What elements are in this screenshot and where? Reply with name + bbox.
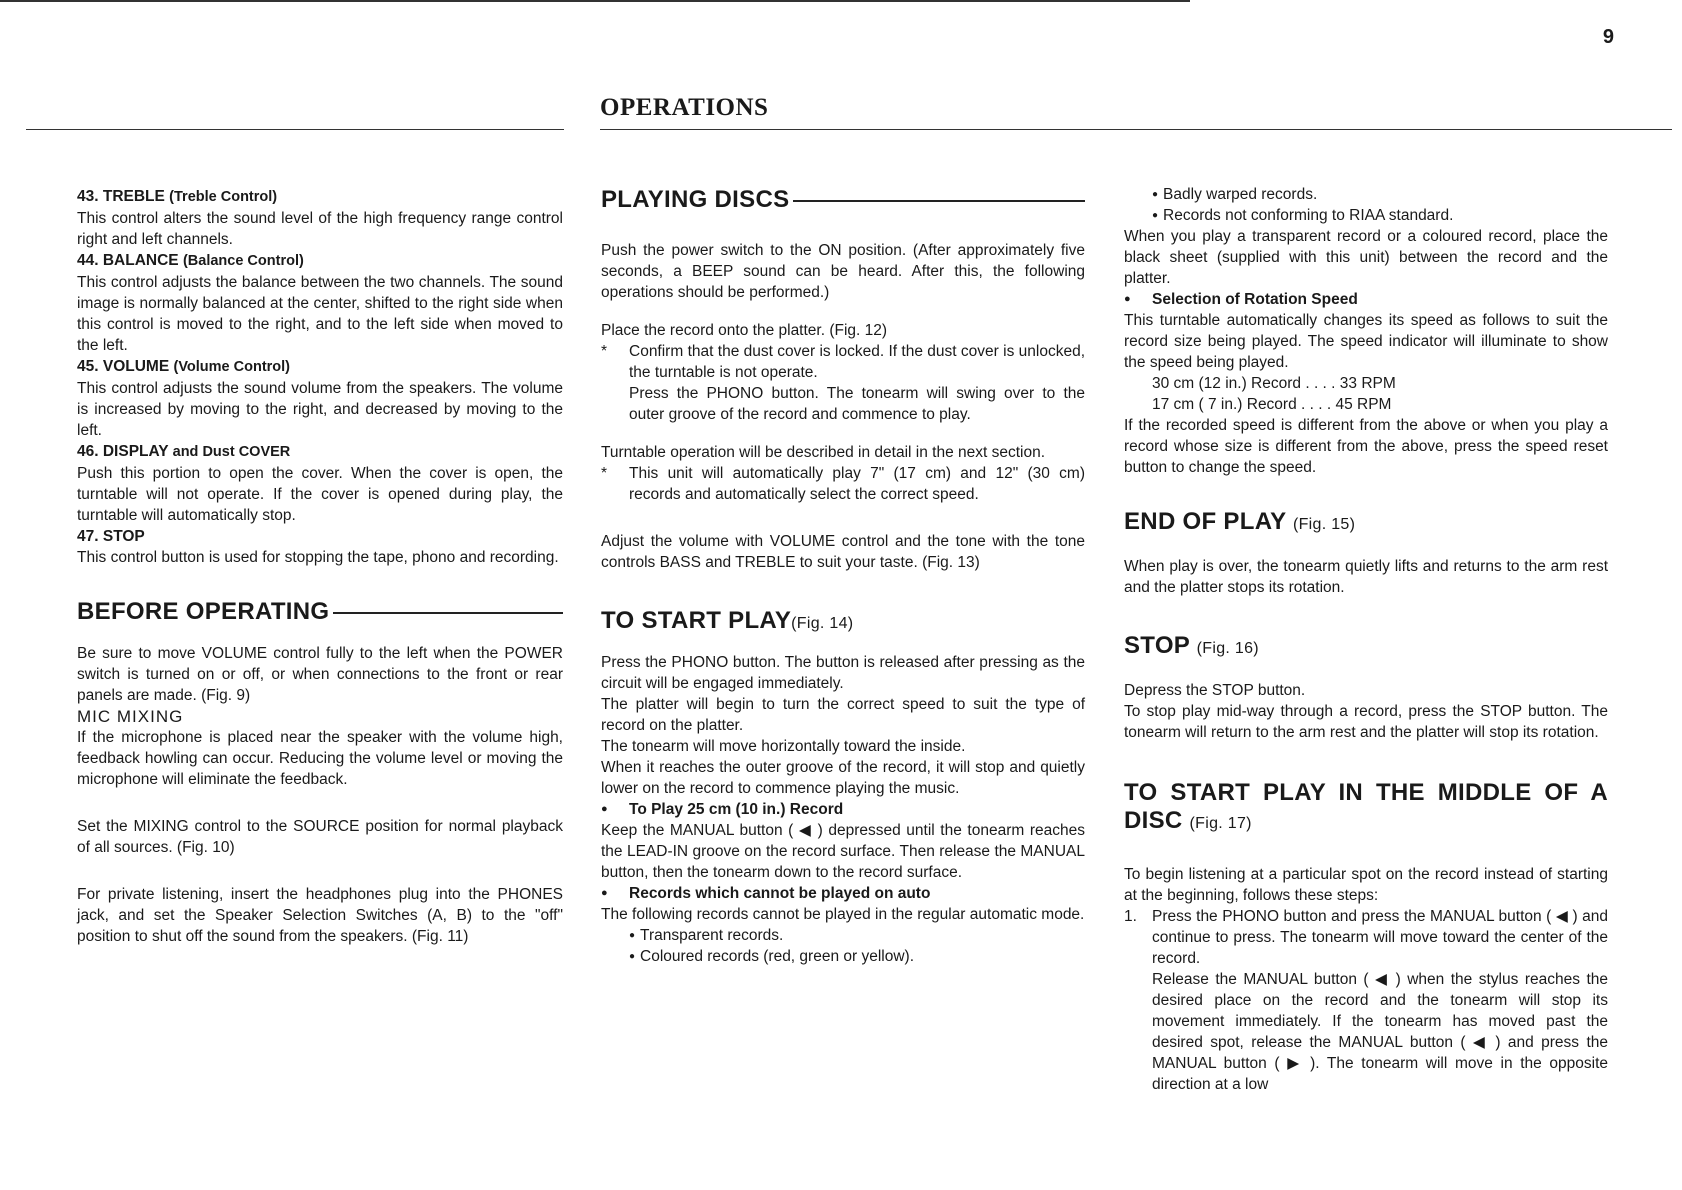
before-operating-text: Be sure to move VOLUME control fully to the left when the POWER switch is turned on or off, or when connections to the front or rear panels are made. (Fig. 9) <box>77 645 563 704</box>
item-47-text: This control button is used for stopping the tape, phono and recording. <box>77 549 559 566</box>
playing-discs-intro: Push the power switch to the ON position. (After approximately five seconds, a BEEP sound can be heard. After this, the following operations should be performed.) <box>601 242 1085 301</box>
turntable-operation-text: Turntable operation will be described in detail in the next section. <box>601 444 1046 461</box>
item-46-text: Push this portion to open the cover. When the cover is open, the turntable will not operate. If the cover is opened during play, the turntable will automatically stop. <box>77 465 563 524</box>
end-of-play-text: When play is over, the tonearm quietly lifts and returns to the arm rest and the platter stops its rotation. <box>1124 558 1608 596</box>
speed-reset-text: If the recorded speed is different from the above or when you play a record whose size is different from the above, press the speed reset button to change the speed. <box>1124 417 1608 476</box>
list-item: ● Records not conforming to RIAA standard. <box>1124 205 1608 226</box>
to-start-play-heading: TO START PLAY(Fig. 14) <box>601 607 854 634</box>
platter-text: The platter will begin to turn the correct speed to suit the type of record on the platter. <box>601 696 1085 734</box>
list-item: ● Badly warped records. <box>1124 184 1608 205</box>
item-44-heading: 44. BALANCE (Balance Control) <box>77 252 304 269</box>
item-43-heading: 43. TREBLE (Treble Control) <box>77 188 278 205</box>
header-rule-left <box>26 129 564 130</box>
top-edge-line <box>0 0 1190 2</box>
header-rule-right <box>600 129 1672 130</box>
adjust-volume-text: Adjust the volume with VOLUME control and the tone with the tone controls BASS and TREBLE to suit your taste. (Fig. 13) <box>601 533 1085 571</box>
start-middle-heading: TO START PLAY IN THE MIDDLE OF A DISC (Fig. 17) <box>1124 779 1608 834</box>
tonearm-text: The tonearm will move horizontally toward the inside. <box>601 738 966 755</box>
rotation-speed-heading: ● Selection of Rotation Speed <box>1124 289 1608 310</box>
start-middle-intro: To begin listening at a particular spot on the record instead of starting at the beginning, follows these steps: <box>1124 866 1608 904</box>
place-record-text: Place the record onto the platter. (Fig. 12) <box>601 322 888 339</box>
column-left <box>77 186 563 947</box>
step-1: 1. Press the PHONO button and press the MANUAL button ( ◀ ) and continue to press. The tonearm will move toward the center of the record. Release the MANUAL button ( ◀ ) when the stylus reaches the desired place on the record and the tonearm will stop its movement immediately. If the tonearm has moved past the desired spot, release the MANUAL button ( ◀ ) and press the MANUAL button ( ▶ ). The tonearm will move in the opposite direction at a low <box>1124 908 1608 1093</box>
outer-groove-text: When it reaches the outer groove of the record, it will stop and quietly lower on the record to commence playing the music. <box>601 759 1085 797</box>
stop-text-2: To stop play mid-way through a record, press the STOP button. The tonearm will return to the arm rest and the platter will stop its rotation. <box>1124 703 1608 741</box>
mixing-control-text: Set the MIXING control to the SOURCE position for normal playback of all sources. (Fig. 10) <box>77 818 563 856</box>
end-of-play-heading: END OF PLAY (Fig. 15) <box>1124 508 1356 535</box>
item-47-heading: 47. STOP <box>77 528 145 545</box>
no-auto-text: The following records cannot be played in the regular automatic mode. <box>601 906 1085 923</box>
stop-heading: STOP (Fig. 16) <box>1124 632 1259 659</box>
section-title: OPERATIONS <box>600 94 769 121</box>
speed-row-30cm: 30 cm (12 in.) Record . . . . 33 RPM <box>1152 375 1396 392</box>
mic-mixing-heading: MIC MIXING <box>77 707 184 726</box>
list-item: ● Coloured records (red, green or yellow). <box>601 946 1085 967</box>
private-listening-text: For private listening, insert the headphones plug into the PHONES jack, and set the Speaker Selection Switches (A, B) to the "off" position to shut off the sound from the speakers. (Fig. 11) <box>77 886 563 945</box>
column-right <box>1124 184 1608 1095</box>
play-25cm-heading: ● To Play 25 cm (10 in.) Record <box>601 799 1085 820</box>
page-number: 9 <box>1602 26 1614 48</box>
no-auto-heading: ● Records which cannot be played on auto <box>601 883 1085 904</box>
black-sheet-text: When you play a transparent record or a coloured record, place the black sheet (supplied with this unit) between the record and the platter. <box>1124 228 1608 287</box>
item-45-heading: 45. VOLUME (Volume Control) <box>77 358 291 375</box>
list-item: ● Transparent records. <box>601 925 1085 946</box>
mic-mixing-text: If the microphone is placed near the speaker with the volume high, feedback howling can occur. Reducing the volume level or moving the microphone will eliminate the feedback. <box>77 729 563 788</box>
to-start-play-text: Press the PHONO button. The button is released after pressing as the circuit will be engaged immediately. <box>601 654 1085 692</box>
stop-text-1: Depress the STOP button. <box>1124 682 1306 699</box>
note-dust-cover: * Confirm that the dust cover is locked. If the dust cover is unlocked, the turntable is not operate. Press the PHONO button. The tonearm will swing over to the outer groove of the record and commence to play. <box>601 343 1085 423</box>
item-43-text: This control alters the sound level of the high frequency range control right and left channels. <box>77 210 563 248</box>
speed-row-17cm: 17 cm ( 7 in.) Record . . . . 45 RPM <box>1152 396 1392 413</box>
before-operating-heading: BEFORE OPERATING <box>77 598 563 626</box>
item-46-heading: 46. DISPLAY and Dust COVER <box>77 443 291 460</box>
item-44-text: This control adjusts the balance between the two channels. The sound image is normally balanced at the center, shifted to the right side when this control is moved to the right, and to the left side when moved to the left. <box>77 274 563 354</box>
playing-discs-heading: PLAYING DISCS <box>601 186 1085 214</box>
item-45-text: This control adjusts the sound volume from the speakers. The volume is increased by moving to the right, and decreased by moving to the left. <box>77 380 563 439</box>
rotation-speed-text: This turntable automatically changes its speed as follows to suit the record size being played. The speed indicator will illuminate to show the speed being played. <box>1124 312 1608 371</box>
note-auto-play: * This unit will automatically play 7" (17 cm) and 12" (30 cm) records and automatically select the correct speed. <box>601 465 1085 503</box>
column-middle <box>601 186 1085 967</box>
play-25cm-text: Keep the MANUAL button ( ◀ ) depressed until the tonearm reaches the LEAD-IN groove on the record surface. Then release the MANUAL button, then the tonearm down to the record surface. <box>601 822 1085 881</box>
